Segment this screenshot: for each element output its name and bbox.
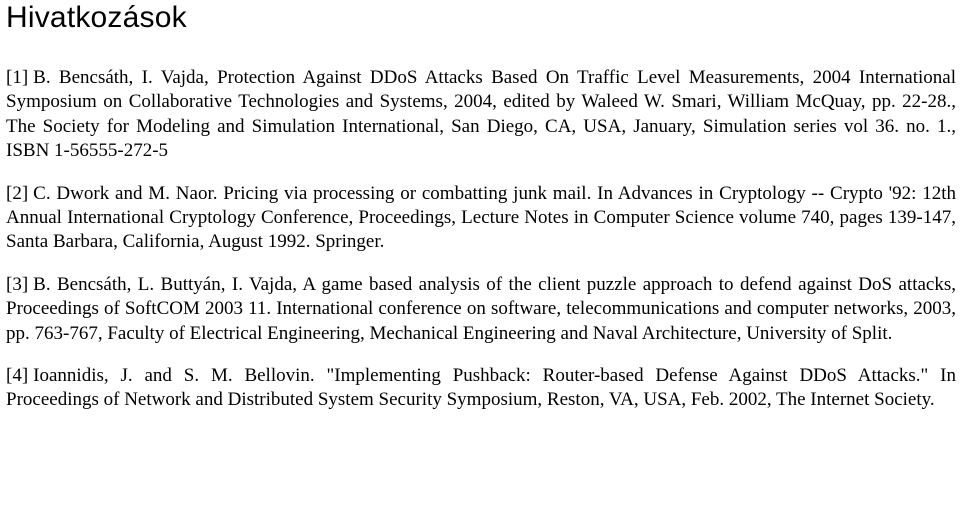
reference-text: C. Dwork and M. Naor. Pricing via processing or combatting junk mail. In Advances in Cryptology -- Crypto '92: 12th Annual International Cryptology Conference, Proceedings, Lecture Notes in Computer Science volume 740, pages 139-147, Santa Barbara, California, August 1992. Springer.: [6, 182, 956, 253]
reference-item-3: [6, 273, 956, 346]
reference-number: [1]: [6, 67, 29, 88]
reference-text: Ioannidis, J. and S. M. Bellovin. "Implementing Pushback: Router-based Defense Against DDoS Attacks." In Proceedings of Network and Distributed System Security Symposium, Reston, VA, USA, Feb. 2002, The Internet Society.: [6, 365, 956, 411]
reference-item-1: [6, 66, 956, 164]
reference-number: [3]: [6, 273, 29, 295]
reference-text: B. Bencsáth, L. Buttyán, I. Vajda, A game based analysis of the client puzzle approach to defend against DoS attacks, Proceedings of SoftCOM 2003 11. International conference on software, telecommunications and computer networks, 2003, pp. 763-767, Faculty of Electrical Engineering, Mechanical Engineering and Naval Architecture, University of Split.: [6, 273, 956, 344]
reference-number: [2]: [6, 182, 29, 204]
reference-text: B. Bencsáth, I. Vajda, Protection Against DDoS Attacks Based On Traffic Level Measurements, 2004 International Symposium on Collaborative Technologies and Systems, 2004, edited by Waleed W. Smari, William McQuay, pp. 22-28., The Society for Modeling and Simulation International, San Diego, CA, USA, January, Simulation series vol 36. no. 1., ISBN 1-56555-272-5: [6, 67, 956, 162]
reference-list: [6, 66, 956, 413]
reference-item-4: [6, 364, 956, 413]
reference-number: [4]: [6, 365, 29, 387]
page-title: Hivatkozások: [6, 1, 187, 34]
reference-item-2: [6, 182, 956, 255]
